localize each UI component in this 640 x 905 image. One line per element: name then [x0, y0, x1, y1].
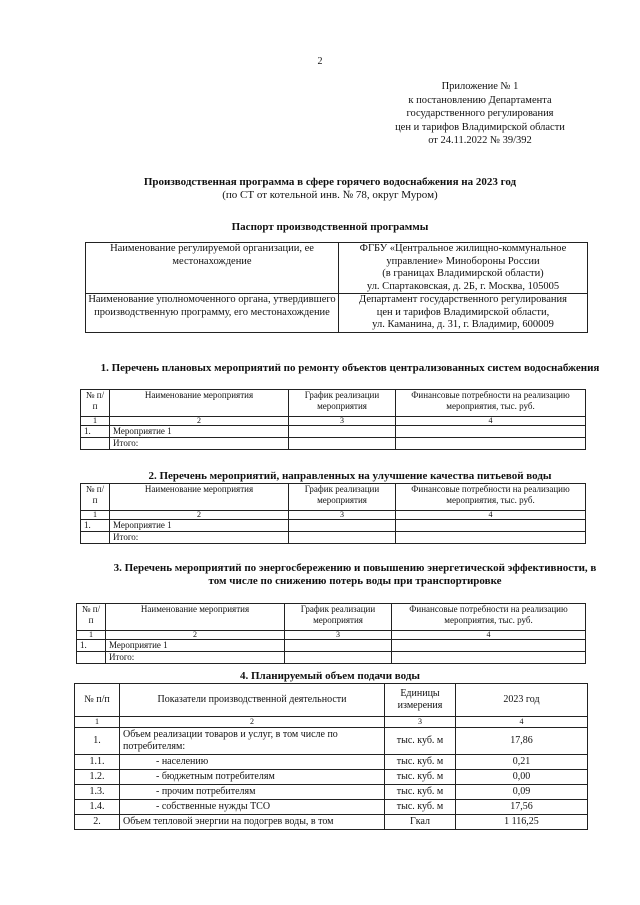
row-value: 1 116,25 — [456, 815, 588, 830]
row-name: Мероприятие 1 — [106, 640, 285, 652]
header-num: № п/п — [81, 390, 110, 417]
row-schedule — [285, 640, 392, 652]
measures-table — [80, 483, 586, 544]
column-number: 3 — [385, 717, 456, 728]
table-header-row — [75, 684, 588, 717]
header-name: Наименование мероприятия — [110, 484, 289, 511]
column-number: 2 — [120, 717, 385, 728]
table-row — [75, 755, 588, 770]
total-label: Итого: — [110, 438, 289, 450]
column-number: 3 — [289, 417, 396, 426]
row-value: 0,21 — [456, 755, 588, 770]
title-sub: (по СТ от котельной инв. № 78, округ Муром) — [222, 189, 438, 201]
row-schedule — [289, 520, 396, 532]
value-line: ул. Каманина, д. 31, г. Владимир, 600009 — [372, 319, 554, 330]
header-name: Наименование мероприятия — [106, 604, 285, 631]
column-number: 3 — [289, 511, 396, 520]
value-line: управление» Минобороны России — [386, 255, 540, 267]
table-row — [81, 426, 586, 438]
column-number-row — [81, 511, 586, 520]
row-value: 17,56 — [456, 800, 588, 815]
row-unit: тыс. куб. м — [385, 800, 456, 815]
header-num: № п/п — [75, 684, 120, 717]
page-number: 2 — [317, 56, 323, 67]
header-num: № п/п — [81, 484, 110, 511]
value-line: ФГБУ «Центральное жилищно-коммунальное — [359, 243, 567, 254]
total-label: Итого: — [106, 652, 285, 664]
section-heading: 1. Перечень плановых мероприятий по ремонту объектов централизованных систем водоснабжения — [100, 362, 600, 374]
header-name: Наименование мероприятия — [110, 390, 289, 417]
column-number-row — [77, 631, 586, 640]
row-num: 1.4. — [75, 800, 120, 815]
row-finance — [392, 640, 586, 652]
measures-table — [76, 603, 586, 664]
value-line: ул. Спартаковская, д. 2Б, г. Москва, 105005 — [366, 280, 560, 292]
measures-table — [80, 389, 586, 450]
header-schedule: График реализации мероприятия — [289, 484, 396, 511]
row-name: Мероприятие 1 — [110, 520, 289, 532]
header-schedule: График реализации мероприятия — [285, 604, 392, 631]
table-header-row — [77, 604, 586, 631]
table-row — [81, 520, 586, 532]
row-indicator: Объем тепловой энергии на подогрев воды, в том — [120, 815, 385, 830]
total-schedule — [289, 438, 396, 450]
table-header-row — [81, 390, 586, 417]
column-number: 1 — [81, 511, 110, 520]
appendix-line: государственного регулирования — [406, 108, 554, 119]
header-finance: Финансовые потребности на реализацию мероприятия, тыс. руб. — [392, 604, 586, 631]
column-number-row — [81, 417, 586, 426]
header-schedule: График реализации мероприятия — [289, 390, 396, 417]
total-finance — [396, 438, 586, 450]
row-value: 0,00 — [456, 770, 588, 785]
header-unit: Единицы измерения — [385, 684, 456, 717]
appendix-line: от 24.11.2022 № 39/392 — [428, 135, 532, 146]
column-number: 2 — [110, 417, 289, 426]
table-row — [75, 800, 588, 815]
document-title — [60, 176, 600, 202]
header-num: № п/п — [77, 604, 106, 631]
row-num: 1.3. — [75, 785, 120, 800]
row-name: Мероприятие 1 — [110, 426, 289, 438]
passport-label: Наименование регулируемой организации, ее местонахождение — [86, 243, 339, 294]
row-finance — [396, 426, 586, 438]
row-num: 1.2. — [75, 770, 120, 785]
table-total-row — [77, 652, 586, 664]
table-row — [75, 815, 588, 830]
total-label: Итого: — [110, 532, 289, 544]
passport-value — [339, 243, 588, 294]
header-finance: Финансовые потребности на реализацию мероприятия, тыс. руб. — [396, 484, 586, 511]
table-header-row — [81, 484, 586, 511]
column-number-row — [75, 717, 588, 728]
volume-table — [74, 683, 588, 830]
table-row — [75, 728, 588, 755]
column-number: 1 — [77, 631, 106, 640]
title-main: Производственная программа в сфере горячего водоснабжения на 2023 год — [143, 176, 517, 188]
value-line: (в границах Владимирской области) — [382, 268, 544, 279]
section-heading: 4. Планируемый объем подачи воды — [240, 670, 420, 682]
header-finance: Финансовые потребности на реализацию мероприятия, тыс. руб. — [396, 390, 586, 417]
column-number: 4 — [396, 417, 586, 426]
appendix-line: к постановлению Департамента — [408, 94, 552, 106]
row-indicator: - собственные нужды ТСО — [120, 800, 385, 815]
table-row — [77, 640, 586, 652]
row-value: 0,09 — [456, 785, 588, 800]
appendix-block — [360, 80, 600, 148]
table-row — [75, 785, 588, 800]
passport-table — [85, 242, 588, 333]
column-number: 2 — [106, 631, 285, 640]
row-num: 1. — [77, 640, 106, 652]
passport-heading: Паспорт производственной программы — [231, 221, 429, 233]
row-value: 17,86 — [456, 728, 588, 755]
table-row — [75, 770, 588, 785]
column-number: 1 — [81, 417, 110, 426]
row-unit: тыс. куб. м — [385, 770, 456, 785]
row-num: 1.1. — [75, 755, 120, 770]
table-total-row — [81, 438, 586, 450]
row-schedule — [289, 426, 396, 438]
row-indicator: - прочим потребителям — [120, 785, 385, 800]
total-num — [81, 532, 110, 544]
column-number: 4 — [392, 631, 586, 640]
row-indicator: - бюджетным потребителям — [120, 770, 385, 785]
value-line: цен и тарифов Владимирской области, — [376, 306, 550, 318]
section-heading: 2. Перечень мероприятий, направленных на улучшение качества питьевой воды — [148, 470, 552, 482]
column-number: 3 — [285, 631, 392, 640]
row-unit: тыс. куб. м — [385, 728, 456, 755]
passport-value — [339, 294, 588, 333]
table-row — [86, 294, 588, 333]
column-number: 2 — [110, 511, 289, 520]
appendix-line: цен и тарифов Владимирской области — [395, 121, 565, 133]
total-num — [81, 438, 110, 450]
row-unit: тыс. куб. м — [385, 755, 456, 770]
table-row — [86, 243, 588, 294]
row-indicator: - населению — [120, 755, 385, 770]
section-heading: 3. Перечень мероприятий по энергосбережению и повышению энергетической эффективности, в том числе по снижению потерь воды при транспортировке — [113, 562, 597, 587]
total-schedule — [289, 532, 396, 544]
row-num: 1. — [75, 728, 120, 755]
row-finance — [396, 520, 586, 532]
column-number: 1 — [75, 717, 120, 728]
row-num: 1. — [81, 426, 110, 438]
header-year: 2023 год — [456, 684, 588, 717]
row-num: 1. — [81, 520, 110, 532]
row-num: 2. — [75, 815, 120, 830]
column-number: 4 — [456, 717, 588, 728]
total-schedule — [285, 652, 392, 664]
row-indicator: Объем реализации товаров и услуг, в том числе по потребителям: — [120, 728, 385, 755]
total-finance — [392, 652, 586, 664]
value-line: Департамент государственного регулирования — [359, 294, 567, 305]
header-indicator: Показатели производственной деятельности — [120, 684, 385, 717]
total-num — [77, 652, 106, 664]
passport-label: Наименование уполномоченного органа, утвердившего производственную программу, его местонахождение — [86, 294, 339, 333]
total-finance — [396, 532, 586, 544]
table-total-row — [81, 532, 586, 544]
row-unit: тыс. куб. м — [385, 785, 456, 800]
row-unit: Гкал — [385, 815, 456, 830]
appendix-line: Приложение № 1 — [441, 81, 519, 92]
column-number: 4 — [396, 511, 586, 520]
